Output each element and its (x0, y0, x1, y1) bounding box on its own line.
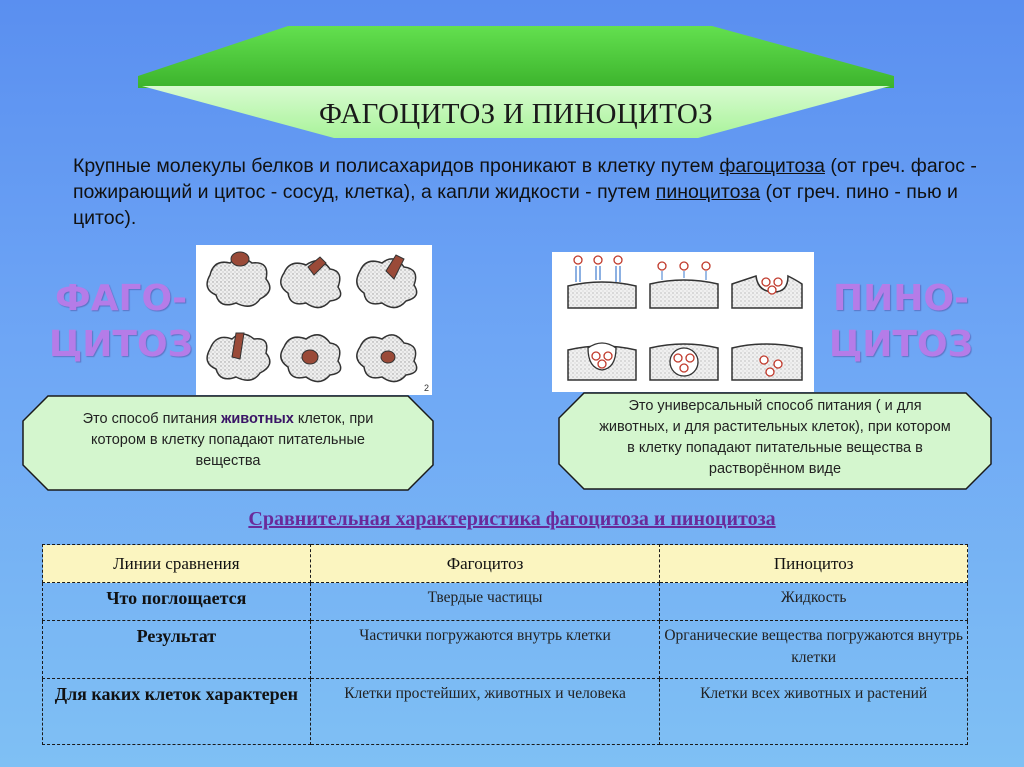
comparison-table (42, 544, 968, 745)
row-label: Для каких клеток характерен (43, 679, 311, 745)
intro-text-1: Крупные молекулы белков и полисахаридов проникают в клетку путем (73, 155, 720, 177)
intro-paragraph (73, 153, 1003, 231)
pinocytosis-cell: Органические вещества погружаются внутрь клетки (660, 621, 968, 679)
pinocytosis-diagram (552, 252, 814, 392)
emphasis-animal: животных (221, 411, 294, 427)
row-label: Результат (43, 621, 311, 679)
phagocytosis-description-text: Это способ питания животных клеток, при котором в клетку попадают питательные вещества (82, 411, 374, 469)
phagocytosis-description (22, 395, 434, 491)
phagocytosis-heading (46, 276, 196, 368)
pinocytosis-cell: Клетки всех животных и растений (660, 679, 968, 745)
pinocytosis-description-text: Это универсальный способ питания ( и для животных, и для растительных клеток), при котором в клетку попадают питательные вещества в растворённом виде (599, 398, 951, 477)
table-row (43, 583, 968, 621)
header-criteria: Линии сравнения (43, 545, 311, 583)
phagocytosis-illustration (196, 245, 432, 395)
pinocytosis-cell: Жидкость (660, 583, 968, 621)
intro-text-3: (от греч. пино - пью и цитос). (73, 181, 958, 229)
intro-term-pinocytosis: пиноцитоза (655, 181, 761, 203)
intro-term-phagocytosis: фагоцитоза (719, 155, 825, 177)
table-header-row (43, 545, 968, 583)
comparison-title: Сравнительная характеристика фагоцитоза и пиноцитоза (248, 508, 776, 530)
page-title: ФАГОЦИТОЗ И ПИНОЦИТОЗ (319, 98, 713, 130)
phagocytosis-heading-line1: ФАГО- (54, 278, 188, 319)
pinocytosis-illustration (552, 252, 814, 392)
intro-text-2: (от греч. фагос - пожирающий и цитос - сосуд, клетка), а капли жидкости - путем (73, 155, 977, 203)
header-phagocytosis: Фагоцитоз (310, 545, 660, 583)
phagocytosis-diagram (196, 245, 432, 395)
phagocytosis-heading-line2: ЦИТОЗ (48, 324, 194, 365)
pinocytosis-description (558, 392, 992, 490)
phagocytosis-cell: Частички погружаются внутрь клетки (310, 621, 660, 679)
table-row (43, 621, 968, 679)
phagocytosis-cell: Твердые частицы (310, 583, 660, 621)
table-row (43, 679, 968, 745)
title-banner (138, 24, 894, 140)
phagocytosis-figure-number: 2 (424, 383, 430, 393)
phagocytosis-cell: Клетки простейших, животных и человека (310, 679, 660, 745)
pinocytosis-heading-line1: ПИНО- (833, 278, 969, 319)
header-pinocytosis: Пиноцитоз (660, 545, 968, 583)
row-label: Что поглощается (43, 583, 311, 621)
pinocytosis-heading-line2: ЦИТОЗ (828, 324, 974, 365)
pinocytosis-heading (826, 276, 976, 368)
